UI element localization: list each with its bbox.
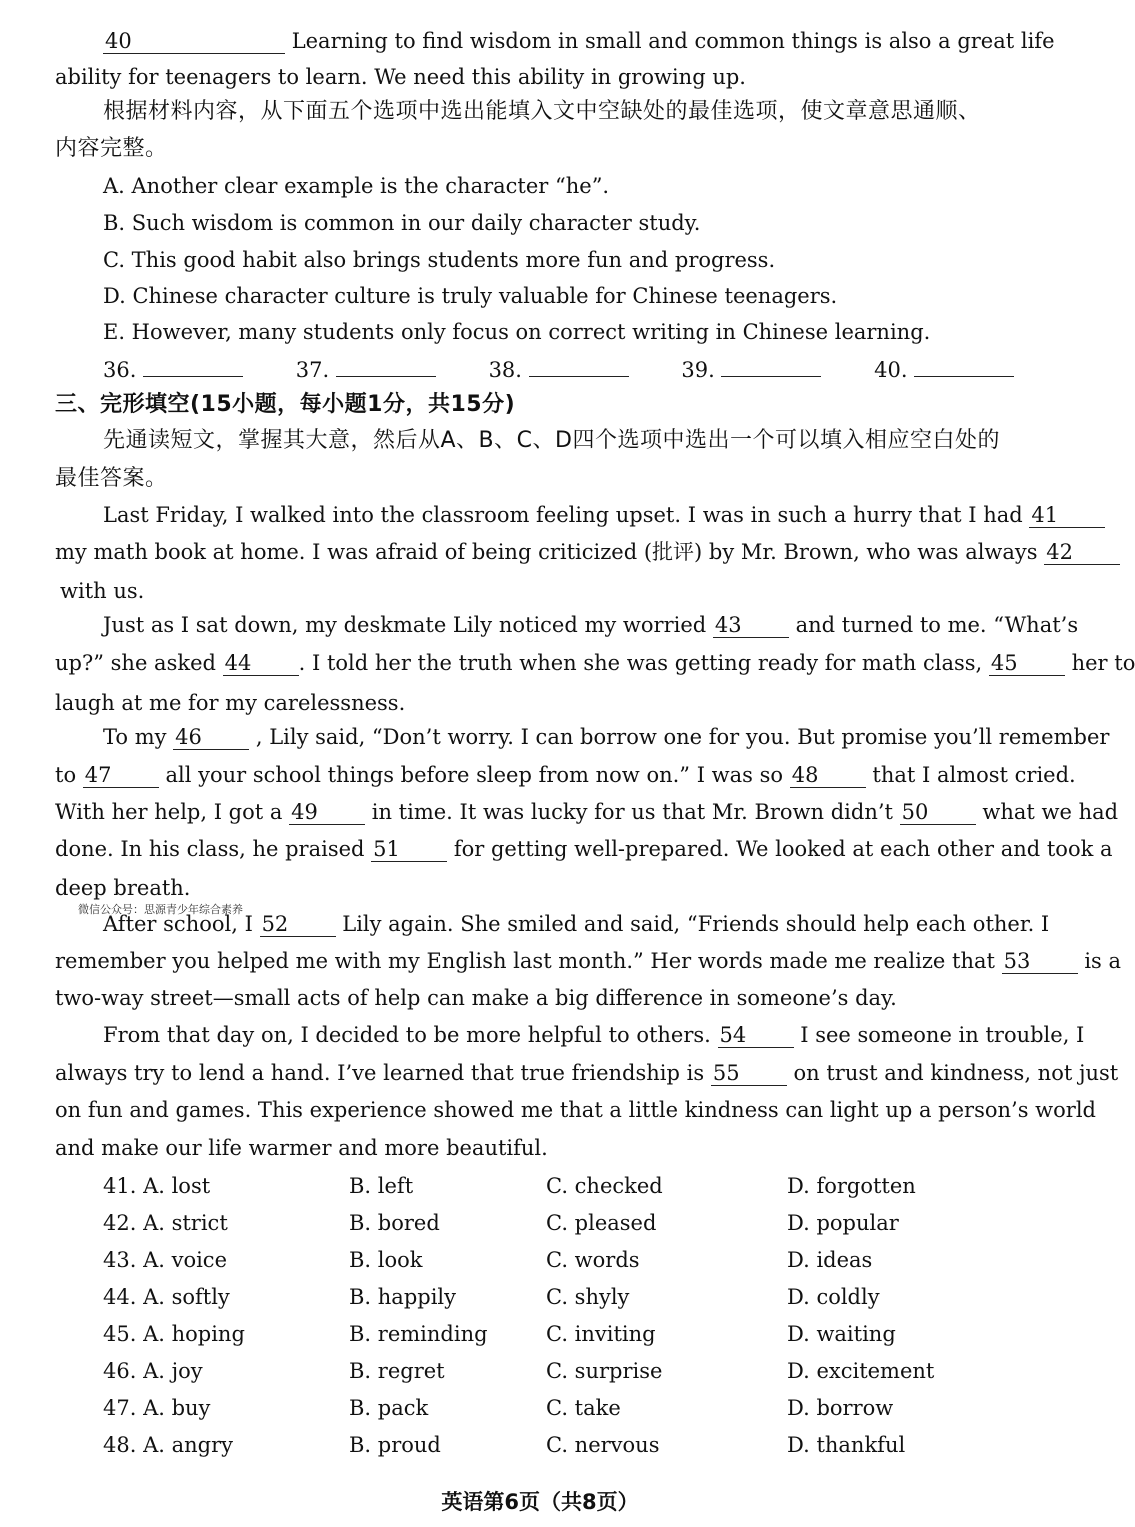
option-d: D. coldly — [787, 1285, 880, 1309]
blank-40: 40 — [103, 29, 285, 54]
cloze-line: on fun and games. This experience showed me that a little kindness can light up a person’s world — [55, 1098, 1096, 1122]
option-d: D. ideas — [787, 1248, 873, 1272]
option-d: D. borrow — [787, 1396, 894, 1420]
option-b: B. happily — [349, 1285, 457, 1309]
cloze-line: laugh at me for my carelessness. — [55, 691, 406, 715]
option-c: C. words — [546, 1248, 640, 1272]
option-a: 44. A. softly — [103, 1285, 230, 1309]
cloze-line: two-way street—small acts of help can make a big difference in someone’s day. — [55, 986, 897, 1010]
instruction-line: 内容完整。 — [55, 136, 168, 161]
blank-53: 53 — [1002, 949, 1078, 974]
section-title: 三、完形填空(15小题，每小题1分，共15分) — [55, 392, 516, 417]
blank-46: 46 — [173, 725, 249, 750]
passage-line: 40 Learning to find wisdom in small and common things is also a great life — [105, 29, 1055, 53]
blank-41: 41 — [1029, 503, 1105, 528]
cloze-line: Just as I sat down, my deskmate Lily noticed my worried 43 and turned to me. “What’s — [103, 613, 1079, 637]
option-d: D. Chinese character culture is truly valuable for Chinese teenagers. — [103, 284, 838, 308]
option-c: C. pleased — [546, 1211, 657, 1235]
cloze-line: Last Friday, I walked into the classroom feeling upset. I was in such a hurry that I had 41 — [103, 500, 1033, 530]
cloze-line: With her help, I got a 49 in time. It was lucky for us that Mr. Brown didn’t 50 what we had — [55, 800, 1119, 824]
cloze-line: with us. — [60, 579, 145, 603]
cloze-line: After school, I 52 Lily again. She smiled and said, “Friends should help each other. I — [103, 912, 1050, 936]
blank-44: 44 — [223, 651, 299, 676]
option-b: B. Such wisdom is common in our daily character study. — [103, 211, 701, 235]
page-footer: 英语第6页（共8页） — [441, 1490, 639, 1514]
cloze-line: From that day on, I decided to be more helpful to others. 54 I see someone in trouble, I — [103, 1023, 1085, 1047]
cloze-line: remember you helped me with my English last month.” Her words made me realize that 53 is a — [55, 949, 1122, 973]
option-c: C. shyly — [546, 1285, 630, 1309]
instruction-line: 根据材料内容，从下面五个选项中选出能填入文中空缺处的最佳选项，使文章意思通顺、 — [103, 99, 981, 124]
blank-45: 45 — [989, 651, 1065, 676]
blank-50: 50 — [900, 800, 976, 825]
option-c: C. inviting — [546, 1322, 656, 1346]
instruction-line: 先通读短文，掌握其大意，然后从A、B、C、D四个选项中选出一个可以填入相应空白处的 — [103, 428, 1000, 453]
answer-37: 37. — [296, 355, 436, 385]
option-c: C. This good habit also brings students more fun and progress. — [103, 248, 776, 272]
watermark-text: 微信公众号：思源青少年综合素养 — [78, 903, 243, 916]
answer-39: 39. — [681, 355, 821, 385]
instruction-line: 最佳答案。 — [55, 466, 168, 491]
option-b: B. left — [349, 1174, 414, 1198]
option-a: 46. A. joy — [103, 1359, 203, 1383]
option-c: C. surprise — [546, 1359, 663, 1383]
cloze-line: done. In his class, he praised 51 for getting well-prepared. We looked at each other and took a — [55, 837, 1113, 861]
option-d: D. popular — [787, 1211, 899, 1235]
blank-49: 49 — [289, 800, 365, 825]
option-c: C. nervous — [546, 1433, 660, 1457]
passage-line: ability for teenagers to learn. We need this ability in growing up. — [55, 65, 746, 89]
option-a: 45. A. hoping — [103, 1322, 245, 1346]
blank-42: 42 — [1044, 540, 1120, 565]
blank-43: 43 — [713, 613, 789, 638]
answer-40: 40. — [874, 355, 1014, 385]
cloze-line: deep breath. — [55, 876, 191, 900]
option-b: B. proud — [349, 1433, 441, 1457]
option-d: D. forgotten — [787, 1174, 916, 1198]
option-b: B. look — [349, 1248, 423, 1272]
blank-47: 47 — [83, 763, 159, 788]
cloze-line: To my 46 , Lily said, “Don’t worry. I can borrow one for you. But promise you’ll remember — [103, 725, 1110, 749]
option-a: 41. A. lost — [103, 1174, 211, 1198]
option-c: C. take — [546, 1396, 621, 1420]
cloze-line: my math book at home. I was afraid of being criticized (批评) by Mr. Brown, who was always 42 — [55, 537, 1035, 567]
option-b: B. pack — [349, 1396, 429, 1420]
option-c: C. checked — [546, 1174, 663, 1198]
option-d: D. waiting — [787, 1322, 896, 1346]
cloze-line: up?” she asked 44 . I told her the truth when she was getting ready for math class, 45 her to — [55, 651, 1135, 675]
blank-54: 54 — [718, 1023, 794, 1048]
blank-52: 52 — [260, 912, 336, 937]
answer-38: 38. — [489, 355, 629, 385]
cloze-line: to 47 all your school things before sleep from now on.” I was so 48 that I almost cried. — [55, 763, 1076, 787]
option-b: B. bored — [349, 1211, 440, 1235]
answer-36: 36. — [103, 355, 243, 385]
option-e: E. However, many students only focus on correct writing in Chinese learning. — [103, 320, 931, 344]
option-a: 48. A. angry — [103, 1433, 233, 1457]
option-a: A. Another clear example is the character “he”. — [103, 174, 610, 198]
option-a: 43. A. voice — [103, 1248, 228, 1272]
cloze-line: and make our life warmer and more beautiful. — [55, 1136, 548, 1160]
option-b: B. reminding — [349, 1322, 488, 1346]
option-a: 47. A. buy — [103, 1396, 211, 1420]
cloze-line: always try to lend a hand. I’ve learned that true friendship is 55 on trust and kindness, not just — [55, 1061, 1119, 1085]
blank-51: 51 — [371, 837, 447, 862]
option-d: D. thankful — [787, 1433, 906, 1457]
blank-48: 48 — [790, 763, 866, 788]
blank-55: 55 — [711, 1061, 787, 1086]
answer-blanks-row — [103, 355, 983, 385]
option-d: D. excitement — [787, 1359, 935, 1383]
option-b: B. regret — [349, 1359, 445, 1383]
option-a: 42. A. strict — [103, 1211, 228, 1235]
